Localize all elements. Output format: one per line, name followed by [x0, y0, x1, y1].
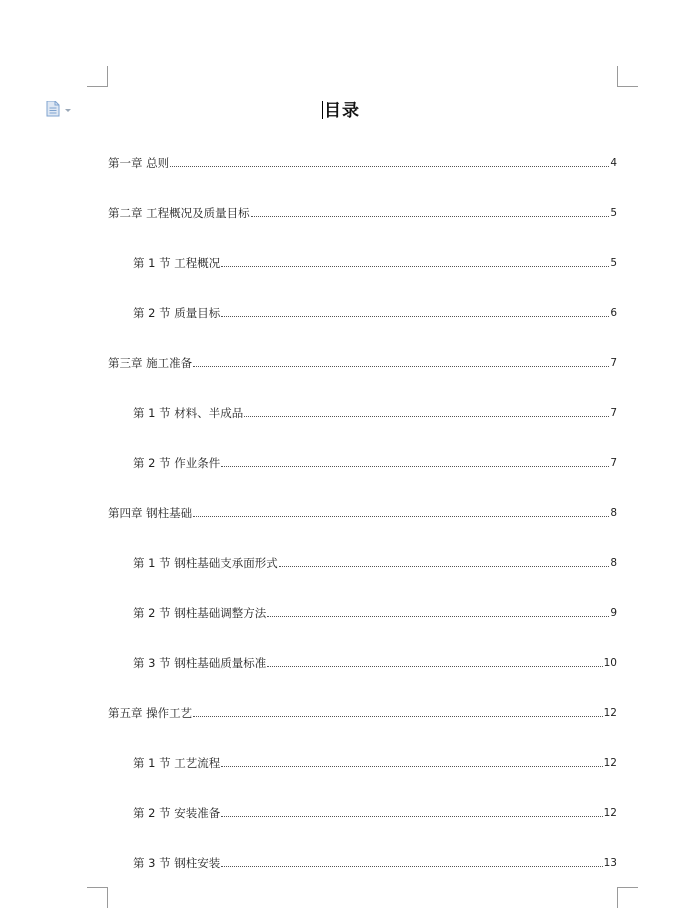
toc-entry[interactable] [108, 700, 617, 720]
toc-entry-label: 第五章 操作工艺 [108, 706, 193, 720]
toc-entry[interactable] [133, 600, 617, 620]
toc-entry[interactable] [133, 450, 617, 470]
toc-entry-label: 第 2 节 钢柱基础调整方法 [133, 606, 267, 620]
toc-leader-dots [221, 465, 609, 467]
toc-leader-dots [193, 515, 609, 517]
toc-leader-dots [267, 615, 609, 617]
toc-leader-dots [267, 665, 602, 667]
toc-entry[interactable] [133, 800, 617, 820]
toc-entry-page-number: 7 [610, 407, 617, 419]
toc-leader-dots [244, 415, 609, 417]
toc-leader-dots [221, 865, 602, 867]
toc-entry-label: 第 2 节 作业条件 [133, 456, 221, 470]
toc-entry-label: 第二章 工程概况及质量目标 [108, 206, 250, 220]
crop-mark-bottom-right [617, 887, 638, 908]
toc-entry-page-number: 8 [610, 507, 617, 519]
toc-entry-page-number: 12 [603, 807, 617, 819]
toc-entry[interactable] [133, 400, 617, 420]
toc-leader-dots [279, 565, 610, 567]
toc-entry-label: 第 2 节 安装准备 [133, 806, 221, 820]
toc-entry[interactable] [133, 250, 617, 270]
toc-entry-page-number: 7 [610, 357, 617, 369]
crop-mark-top-left [87, 66, 108, 87]
toc-leader-dots [193, 365, 609, 367]
toc-leader-dots [221, 765, 602, 767]
toc-entry[interactable] [133, 650, 617, 670]
toc-entry-page-number: 8 [610, 557, 617, 569]
toc-entry-page-number: 12 [603, 707, 617, 719]
toc-entry-page-number: 5 [610, 207, 617, 219]
crop-mark-top-right [617, 66, 638, 87]
toc-leader-dots [221, 315, 609, 317]
toc-entry-page-number: 6 [610, 307, 617, 319]
toc-entry-label: 第四章 钢柱基础 [108, 506, 193, 520]
toc-leader-dots [221, 265, 609, 267]
toc-entry[interactable] [133, 750, 617, 770]
toc-entry-label: 第 3 节 钢柱基础质量标准 [133, 656, 267, 670]
toc-entry-page-number: 9 [610, 607, 617, 619]
toc-title-text: 目录 [324, 101, 360, 121]
toc-entry[interactable] [133, 550, 617, 570]
toc-entry-page-number: 4 [610, 157, 617, 169]
toc-entry[interactable] [133, 850, 617, 870]
toc-entry-label: 第 1 节 工艺流程 [133, 756, 221, 770]
toc-entry[interactable] [133, 300, 617, 320]
crop-mark-bottom-left [87, 887, 108, 908]
toc-entry-label: 第一章 总则 [108, 156, 170, 170]
toc-leader-dots [170, 165, 609, 167]
toc-entry-label: 第 1 节 材料、半成品 [133, 406, 244, 420]
toc-entry-page-number: 12 [603, 757, 617, 769]
toc-entry-label: 第三章 施工准备 [108, 356, 193, 370]
toc-entry-page-number: 13 [603, 857, 617, 869]
text-cursor [322, 101, 323, 119]
toc-title[interactable] [0, 96, 682, 121]
toc-entry-label: 第 3 节 钢柱安装 [133, 856, 221, 870]
toc-entry[interactable] [108, 150, 617, 170]
toc-entry-label: 第 2 节 质量目标 [133, 306, 221, 320]
toc-entry-label: 第 1 节 钢柱基础支承面形式 [133, 556, 278, 570]
toc-leader-dots [251, 215, 610, 217]
toc-entry[interactable] [108, 500, 617, 520]
toc-entry-page-number: 5 [610, 257, 617, 269]
toc-entry[interactable] [108, 200, 617, 220]
toc-entry-page-number: 10 [603, 657, 617, 669]
toc-entry-label: 第 1 节 工程概况 [133, 256, 221, 270]
toc-leader-dots [193, 715, 602, 717]
toc-leader-dots [221, 815, 602, 817]
toc-entry-page-number: 7 [610, 457, 617, 469]
toc-entry[interactable] [108, 350, 617, 370]
